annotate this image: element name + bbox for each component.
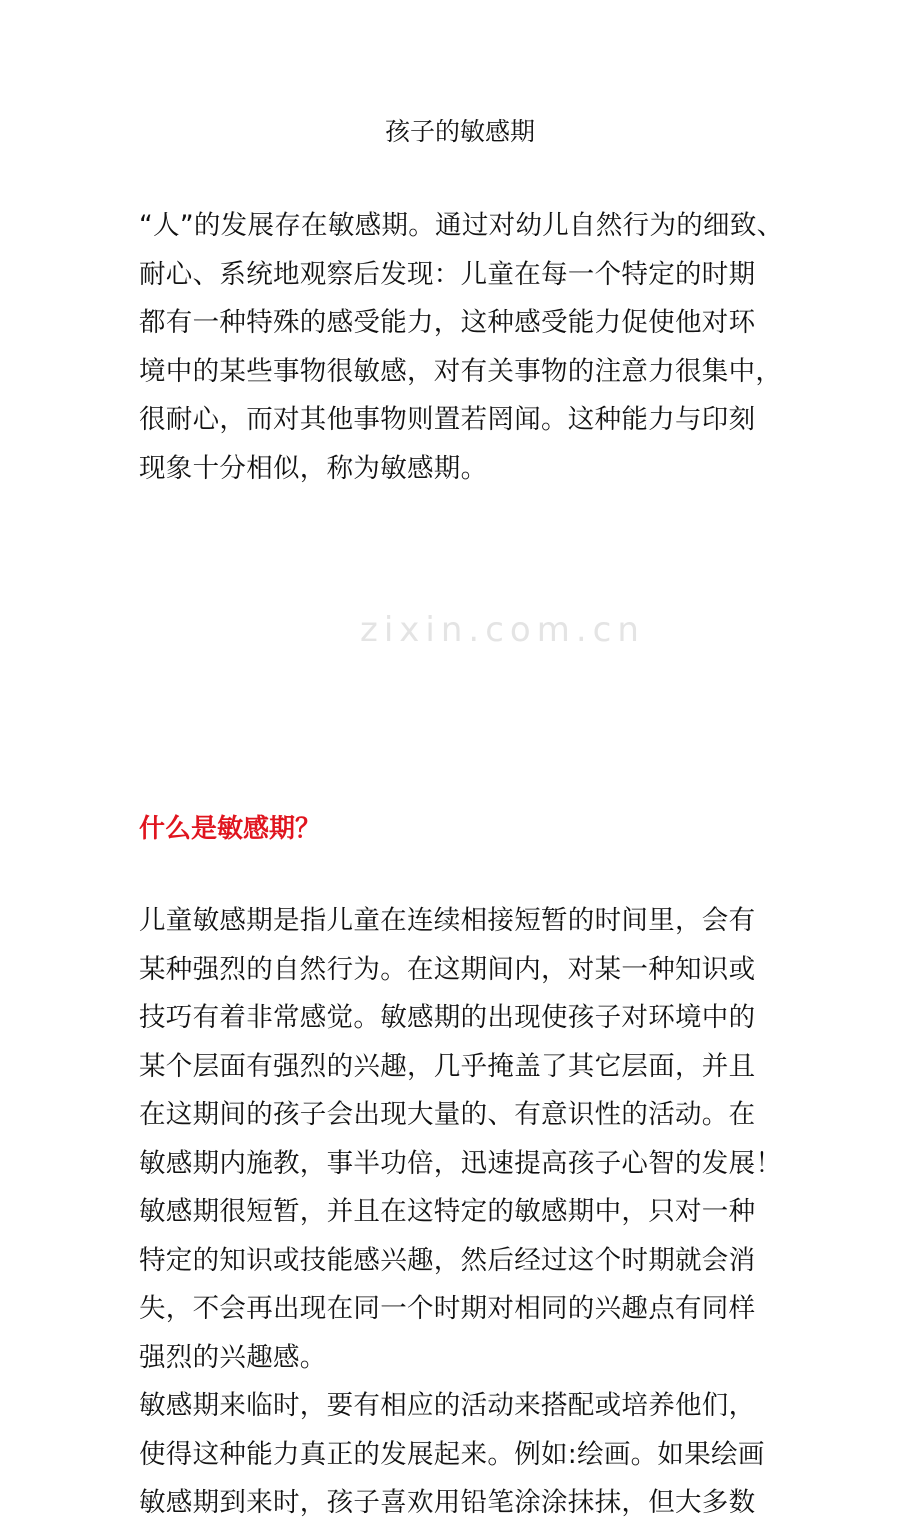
text-line: 都有一种特殊的感受能力，这种感受能力促使他对环 — [139, 307, 756, 338]
text-line: 使得这种能力真正的发展起来。例如:绘画。如果绘画 — [139, 1438, 765, 1470]
watermark: zixin.com.cn — [360, 610, 645, 650]
text-line: 儿童敏感期是指儿童在连续相接短暂的时间里，会有 — [139, 905, 756, 936]
intro-paragraph — [139, 202, 789, 493]
document-title: 孩子的敏感期 — [384, 117, 535, 146]
text-line: 敏感期内施教，事半功倍，迅速提高孩子心智的发展！ — [139, 1147, 783, 1179]
text-line: 在这期间的孩子会出现大量的、有意识性的活动。在 — [139, 1099, 756, 1130]
text-line: 失，不会再出现在同一个时期对相同的兴趣点有同样 — [139, 1293, 756, 1324]
text-line: 敏感期很短暂，并且在这特定的敏感期中，只对一种 — [139, 1196, 756, 1227]
text-line: 某种强烈的自然行为。在这期间内，对某一种知识或 — [139, 953, 756, 985]
text-line: 现象十分相似，称为敏感期。 — [139, 452, 488, 484]
section-paragraph — [139, 897, 789, 1528]
text-line: 很耐心，而对其他事物则置若罔闻。这种能力与印刻 — [139, 404, 756, 435]
text-line: 特定的知识或技能感兴趣，然后经过这个时期就会消 — [139, 1244, 756, 1276]
text-line: 境中的某些事物很敏感，对有关事物的注意力很集中， — [139, 355, 783, 387]
text-line: 强烈的兴趣感。 — [139, 1341, 327, 1373]
text-line: 敏感期来临时，要有相应的活动来搭配或培养他们， — [139, 1390, 756, 1421]
text-line: 敏感期到来时，孩子喜欢用铅笔涂涂抹抹，但大多数 — [139, 1487, 756, 1518]
text-line: 耐心、系统地观察后发现：儿童在每一个特定的时期 — [139, 258, 756, 290]
text-line: 技巧有着非常感觉。敏感期的出现使孩子对环境中的 — [139, 1002, 756, 1033]
section-heading: 什么是敏感期？ — [139, 814, 322, 844]
text-line: “人”的发展存在敏感期。通过对幼儿自然行为的细致、 — [139, 210, 784, 241]
text-line: 某个层面有强烈的兴趣，几乎掩盖了其它层面，并且 — [139, 1050, 756, 1082]
